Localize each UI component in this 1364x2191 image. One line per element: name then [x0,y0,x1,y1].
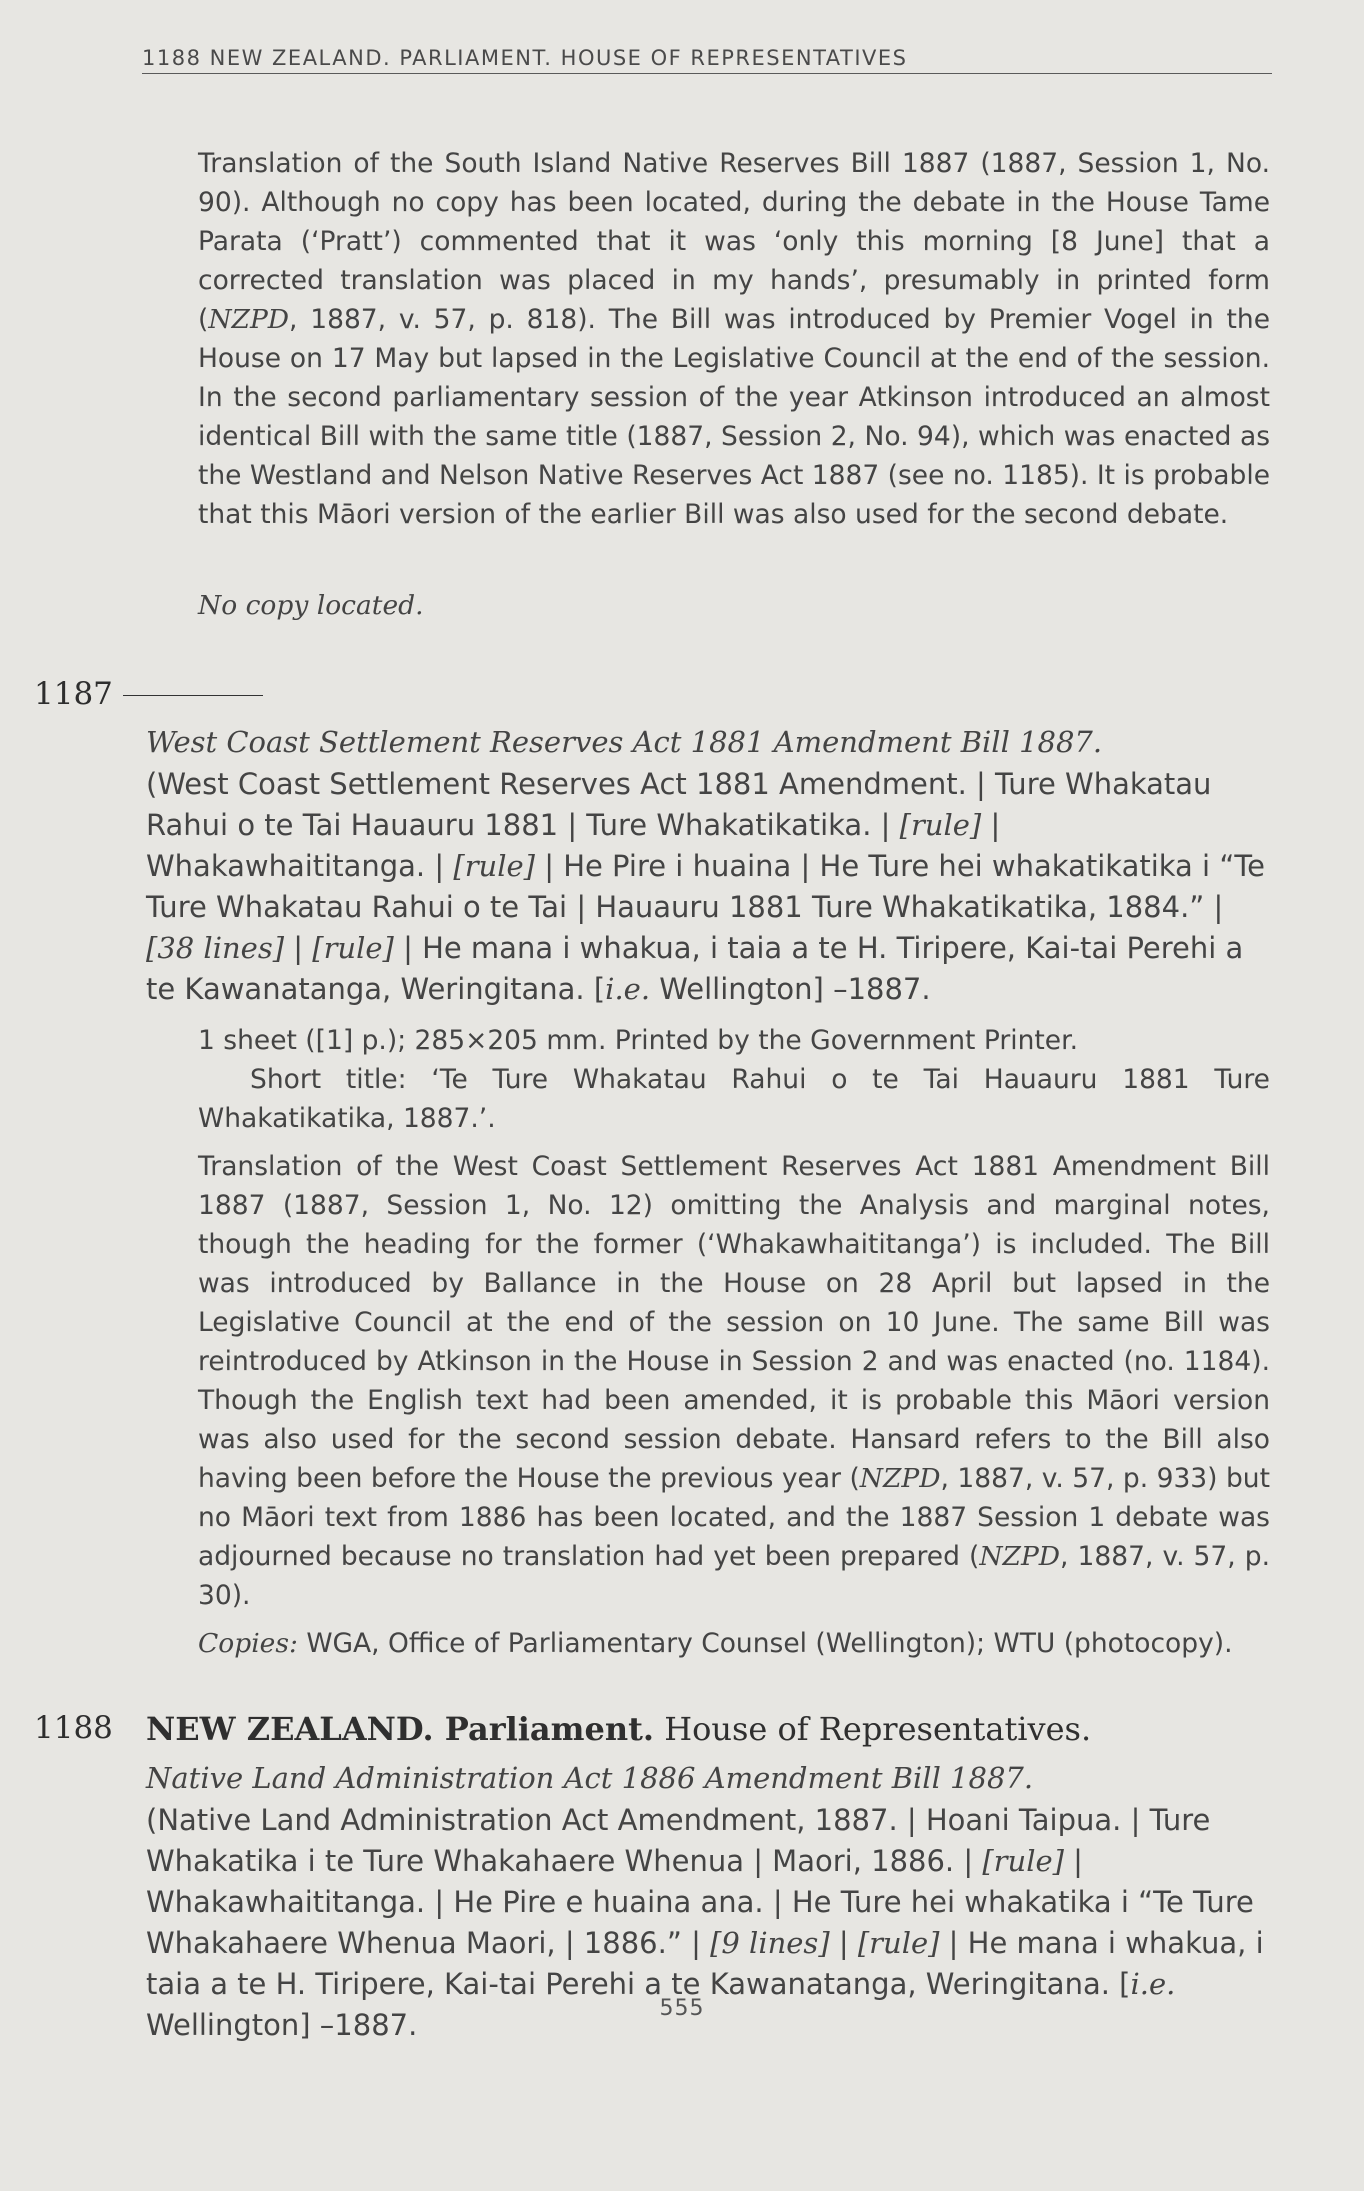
entry-1187-physical-description: 1 sheet ([1] p.); 285×205 mm. Printed by the Government Printer. [198,1025,1078,1056]
entry-1186-copy-status: No copy located. [198,590,424,621]
entry-1187-number: 1187 [34,676,263,712]
entry-1187-transcription: (West Coast Settlement Reserves Act 1881 Amendment. | Ture Whakatau Rahui o te Tai Hauauru 1881 | Ture Whakatikatika. | [rule] | Whakawhaititanga. | [rule] | He Pire i huaina | He Ture hei whakatikatika i “Te Ture Whakatau Rahui o te Tai | Hauauru 1881 Ture Whakatikatika, 1884.” | [38 lines] | [rule] | He mana i whakua, i taia a te H. Tiripere, Kai-tai Perehi a te Kawanatanga, Weringitana. [i.e. Wellington] –1887. [146,767,1265,1006]
entry-1186-notes: Translation of the South Island Native Reserves Bill 1887 (1887, Session 1, No. 90). Although no copy has been located, during the debate in the House Tame Parata (‘Pratt’) commented that it was ‘only this morning [8 June] that a corrected translation was placed in my hands’, presumably in printed form (NZPD, 1887, v. 57, p. 818). The Bill was introduced by Premier Vogel in the House on 17 May but lapsed in the Legislative Council at the end of the session. In the second parliamentary session of the year Atkinson introduced an almost identical Bill with the same title (1887, Session 2, No. 94), which was enacted as the Westland and Nelson Native Reserves Act 1887 (see no. 1185). It is probable that this Māori version of the earlier Bill was also used for the second debate. [198,148,1270,530]
entry-1187-notes: Translation of the West Coast Settlement Reserves Act 1881 Amendment Bill 1887 (1887, Session 1, No. 12) omitting the Analysis and marginal notes, though the heading for the former (‘Whakawhaititanga’) is included. The Bill was introduced by Ballance in the House on 28 April but lapsed in the Legislative Council at the end of the session on 10 June. The same Bill was reintroduced by Atkinson in the House in Session 2 and was enacted (no. 1184). Though the English text had been amended, it is probable this Māori version was also used for the second session debate. Hansard refers to the Bill also having been before the House the previous year (NZPD, 1887, v. 57, p. 933) but no Māori text from 1886 has been located, and the 1887 Session 1 debate was adjourned because no translation had yet been prepared (NZPD, 1887, v. 57, p. 30). [198,1151,1270,1611]
entry-1187-copies: Copies: WGA, Office of Parliamentary Counsel (Wellington); WTU (photocopy). [198,1628,1233,1659]
entry-1187-short-title: Short title: ‘Te Ture Whakatau Rahui o te Tai Hauauru 1881 Ture Whakatikatika, 1887.’. [198,1064,1270,1134]
entry-1188-transcription: (Native Land Administration Act Amendment, 1887. | Hoani Taipua. | Ture Whakatika i te Ture Whakahaere Whenua | Maori, 1886. | [rule] | Whakawhaititanga. | He Pire e huaina ana. | He Ture hei whakatika i “Te Ture Whakahaere Whenua Maori, | 1886.” | [9 lines] | [rule] | He mana i whakua, i taia a te H. Tiripere, Kai-tai Perehi a te Kawanatanga, Weringitana. [i.e. Wellington] –1887. [146,1803,1264,2042]
entry-1188-heading: NEW ZEALAND. Parliament. House of Representatives. [146,1710,1092,1748]
running-head: 1188 NEW ZEALAND. PARLIAMENT. HOUSE OF REPRESENTATIVES [142,46,1272,74]
entry-1188-title: Native Land Administration Act 1886 Amendment Bill 1887. [146,1761,1034,1795]
entry-1187-dash-rule [123,695,263,696]
entry-1188-number: 1188 [34,1710,113,1746]
page-number: 555 [659,1996,705,2021]
entry-1187-title: West Coast Settlement Reserves Act 1881 Amendment Bill 1887. [146,725,1103,759]
